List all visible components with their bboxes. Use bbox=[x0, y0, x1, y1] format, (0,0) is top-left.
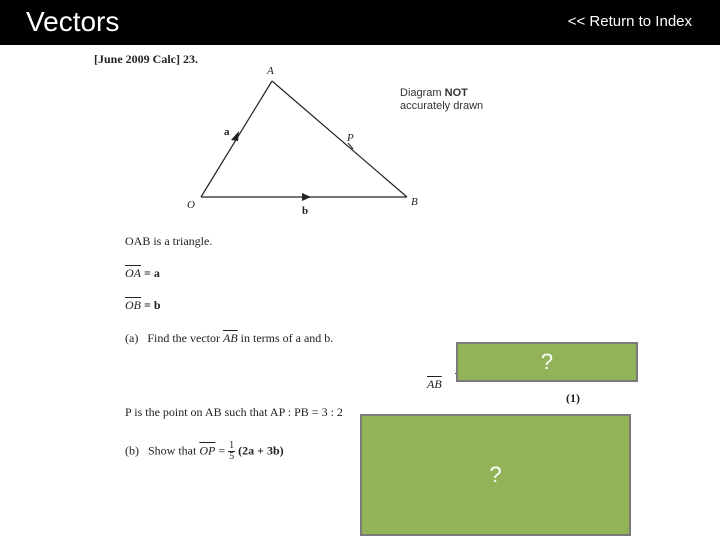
part-b-text: Show that bbox=[148, 443, 197, 458]
return-to-index-link[interactable]: << Return to Index bbox=[567, 13, 692, 30]
label-b: b bbox=[302, 205, 309, 217]
part-a-text-1: Find the vector bbox=[147, 331, 220, 345]
triangle-diagram bbox=[180, 60, 500, 220]
label-A: A bbox=[267, 65, 274, 77]
vector-OB: $\overline{OB}$ bbox=[125, 298, 141, 312]
page-title: Vectors bbox=[26, 6, 120, 37]
part-a-text-2: in terms of a and b. bbox=[240, 331, 334, 345]
arrow-b-icon bbox=[302, 193, 311, 201]
diagram-note-prefix: Diagram bbox=[400, 87, 445, 99]
fraction-one-fifth bbox=[228, 441, 235, 462]
part-b-equals: = bbox=[218, 443, 226, 458]
title-bar bbox=[0, 0, 720, 45]
part-b-number: (b) bbox=[125, 443, 139, 458]
part-b-expression: (2a + 3b) bbox=[238, 443, 284, 458]
fraction-numerator: 1 bbox=[229, 440, 235, 451]
part-a bbox=[125, 331, 333, 346]
diagram-note bbox=[400, 87, 483, 113]
marks-a: (1) bbox=[566, 391, 580, 405]
label-O: O bbox=[187, 199, 195, 211]
diagram-note-suffix: accurately drawn bbox=[400, 100, 484, 112]
part-a-vector: $\overline{AB}$ bbox=[222, 331, 238, 345]
statement-OA bbox=[125, 266, 160, 281]
label-a: a bbox=[224, 126, 230, 138]
label-B: B bbox=[411, 196, 418, 208]
vector-OA: $\overline{OA}$ bbox=[125, 266, 141, 280]
diagram-note-bold: NOT bbox=[444, 87, 468, 99]
arrow-a-icon bbox=[231, 131, 239, 141]
reveal-answer-b-button[interactable]: ? bbox=[360, 414, 631, 536]
part-b bbox=[125, 441, 284, 462]
statement-OB bbox=[125, 298, 161, 313]
side-AB bbox=[272, 81, 407, 197]
eq-OB: = b bbox=[144, 298, 161, 312]
part-b-vector: $\overline{OP}$ bbox=[199, 443, 216, 458]
label-P: P bbox=[347, 132, 354, 144]
part-a-number: (a) bbox=[125, 331, 139, 345]
reveal-answer-a-button[interactable]: ? bbox=[456, 342, 638, 382]
answer-label-AB: $\overline{AB}$ bbox=[427, 377, 442, 391]
fraction-denominator: 5 bbox=[229, 451, 235, 462]
statement-P: P is the point on AB such that AP : PB = 3 : 2 bbox=[125, 405, 343, 419]
statement-triangle: OAB is a triangle. bbox=[125, 234, 213, 248]
eq-OA: = a bbox=[144, 266, 160, 280]
question-source: [June 2009 Calc] 23. bbox=[94, 52, 198, 66]
